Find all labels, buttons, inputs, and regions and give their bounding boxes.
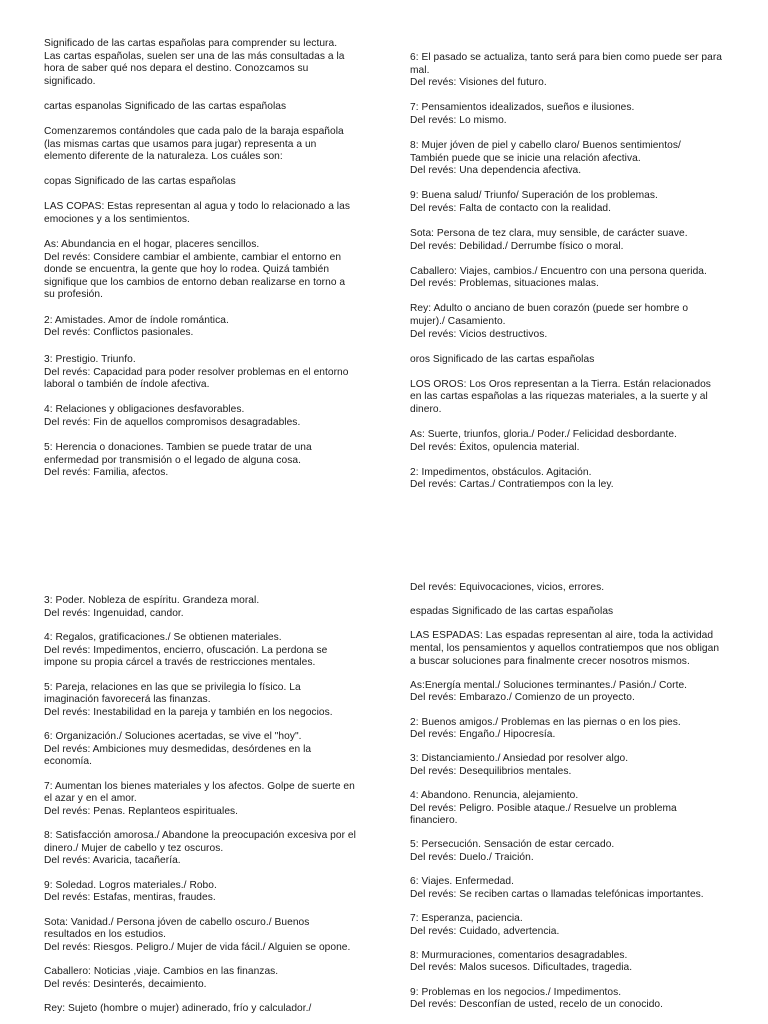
paragraph: Caballero: Viajes, cambios./ Encuentro con una persona querida. Del revés: Problemas, situaciones malas. [410, 265, 707, 290]
paragraph: LAS COPAS: Estas representan al agua y todo lo relacionado a las emociones y a los sentimientos. [44, 201, 350, 225]
paragraph: Significado de las cartas españolas para comprender su lectura. Las cartas españolas, suelen ser una de las más consultadas a la hora de saber qué nos depara el destino. Conozcamos su significado. [44, 38, 345, 87]
paragraph: 5: Herencia o donaciones. Tambien se puede tratar de una enfermedad por transmisión o el legado de alguna cosa. Del revés: Familia, afectos. [44, 442, 312, 479]
paragraph: espadas Significado de las cartas españolas [410, 606, 614, 618]
page-bottom-left-column [44, 595, 384, 1024]
paragraph: 9: Soledad. Logros materiales./ Robo. Del revés: Estafas, mentiras, fraudes. [44, 879, 217, 904]
paragraph: 9: Buena salud/ Triunfo/ Superación de los problemas. Del revés: Falta de contacto con la realidad. [410, 190, 658, 214]
paragraph: 8: Satisfacción amorosa./ Abandone la preocupación excesiva por el dinero./ Mujer de cabello y tez oscuros. Del revés: Avaricia, tacañería. [44, 830, 356, 867]
paragraph: As:Energía mental./ Soluciones terminantes./ Pasión./ Corte. Del revés: Embarazo./ Comienzo de un proyecto. [410, 679, 688, 704]
paragraph: Rey: Adulto o anciano de buen corazón (puede ser hombre o mujer)./ Casamiento. Del revés: Vicios destructivos. [410, 303, 689, 340]
paragraph: Del revés: Equivocaciones, vicios, errores. [410, 582, 605, 593]
paragraph: 4: Regalos, gratificaciones./ Se obtienen materiales. Del revés: Impedimentos, encierro, ofuscación. La perdona se impone su propia cárcel a través de restricciones mentales. [44, 631, 328, 669]
page-top-right-column [410, 52, 746, 504]
paragraph: 5: Persecución. Sensación de estar cercado. Del revés: Duelo./ Traición. [410, 839, 615, 864]
paragraph: 6: Organización./ Soluciones acertadas, se vive el "hoy". Del revés: Ambiciones muy desmedidas, desórdenes en la economía. [44, 731, 312, 768]
paragraph: Sota: Persona de tez clara, muy sensible, de carácter suave. Del revés: Debilidad./ Derrumbe físico o moral. [410, 227, 688, 252]
paragraph: 2: Impedimentos, obstáculos. Agitación. Del revés: Cartas./ Contratiempos con la ley. [410, 466, 614, 491]
paragraph: copas Significado de las cartas españolas [44, 176, 236, 188]
paragraph: 4: Relaciones y obligaciones desfavorables. Del revés: Fin de aquellos compromisos desagradables. [44, 404, 301, 429]
paragraph: 8: Mujer jóven de piel y cabello claro/ Buenos sentimientos/ También puede que se inicie una relación afectiva. Del revés: Una dependencia afectiva. [410, 139, 681, 177]
paragraph: cartas espanolas Significado de las cartas españolas [44, 100, 287, 112]
page-top-left-column [44, 38, 384, 492]
paragraph: 4: Abandono. Renuncia, alejamiento. Del revés: Peligro. Posible ataque./ Resuelve un problema financiero. [410, 790, 677, 827]
paragraph: 7: Esperanza, paciencia. Del revés: Cuidado, advertencia. [410, 913, 560, 937]
paragraph: 2: Buenos amigos./ Problemas en las piernas o en los pies. Del revés: Engaño./ Hipocresía. [410, 716, 681, 741]
paragraph: LOS OROS: Los Oros representan a la Tierra. Están relacionados en las cartas españolas a las riquezas materiales, a la suerte y al dinero. [410, 378, 711, 415]
paragraph: 6: El pasado se actualiza, tanto será para bien como puede ser para mal. Del revés: Visiones del futuro. [410, 52, 722, 89]
paragraph: oros Significado de las cartas españolas [410, 353, 595, 365]
paragraph: 9: Problemas en los negocios./ Impedimentos. Del revés: Desconfían de usted, recelo de un conocido. [410, 986, 664, 1011]
paragraph: Comenzaremos contándoles que cada palo de la baraja española (las mismas cartas que usamos para jugar) representa a un elemento diferente de la naturaleza. Los cuáles son: [44, 125, 344, 163]
paragraph: 3: Prestigio. Triunfo. Del revés: Capacidad para poder resolver problemas en el entorno laboral o también de índole afectiva. [44, 354, 349, 391]
page-bottom-right-column [410, 582, 746, 1023]
paragraph: LAS ESPADAS: Las espadas representan al aire, toda la actividad mental, los pensamientos y aquellos contratiempos que nos obligan a buscar soluciones para finalmente crecer nosotros mismos. [410, 630, 720, 667]
paragraph: Rey: Sujeto (hombre o mujer) adinerado, frío y calculador./ [44, 1003, 312, 1015]
paragraph: 7: Aumentan los bienes materiales y los afectos. Golpe de suerte en el azar y en el amor. Del revés: Penas. Replanteos espirituales. [44, 780, 355, 817]
page-bottom-half [0, 512, 768, 1024]
paragraph: As: Abundancia en el hogar, placeres sencillos. Del revés: Considere cambiar el ambiente, cambiar el entorno en donde se encuentra, la gente que hoy lo rodea. Quizá también signifique que los cambios de entorno deban realizarse en torno a su profesión. [44, 239, 346, 301]
paragraph: 5: Pareja, relaciones en las que se privilegia lo físico. La imaginación favorecerá las finanzas. Del revés: Inestabilidad en la pareja y también en los negocios. [44, 681, 333, 718]
paragraph: As: Suerte, triunfos, gloria./ Poder./ Felicidad desbordante. Del revés: Éxitos, opulencia material. [410, 428, 677, 453]
paragraph: Caballero: Noticias ,viaje. Cambios en las finanzas. Del revés: Desinterés, decaimiento. [44, 966, 279, 991]
paragraph: 2: Amistades. Amor de índole romántica. Del revés: Conflictos pasionales. [44, 314, 229, 339]
paragraph: 7: Pensamientos idealizados, sueños e ilusiones. Del revés: Lo mismo. [410, 102, 635, 126]
paragraph: 3: Poder. Nobleza de espíritu. Grandeza moral. Del revés: Ingenuidad, candor. [44, 595, 260, 619]
paragraph: 3: Distanciamiento./ Ansiedad por resolver algo. Del revés: Desequilibrios mentales. [410, 753, 629, 777]
paragraph: Sota: Vanidad./ Persona jóven de cabello oscuro./ Buenos resultados en los estudios. Del revés: Riesgos. Peligro./ Mujer de vida fácil./ Alguien se opone. [44, 916, 351, 954]
paragraph: 6: Viajes. Enfermedad. Del revés: Se reciben cartas o llamadas telefónicas importantes. [410, 876, 704, 900]
paragraph: 8: Murmuraciones, comentarios desagradables. Del revés: Malos sucesos. Dificultades, tragedia. [410, 949, 633, 974]
